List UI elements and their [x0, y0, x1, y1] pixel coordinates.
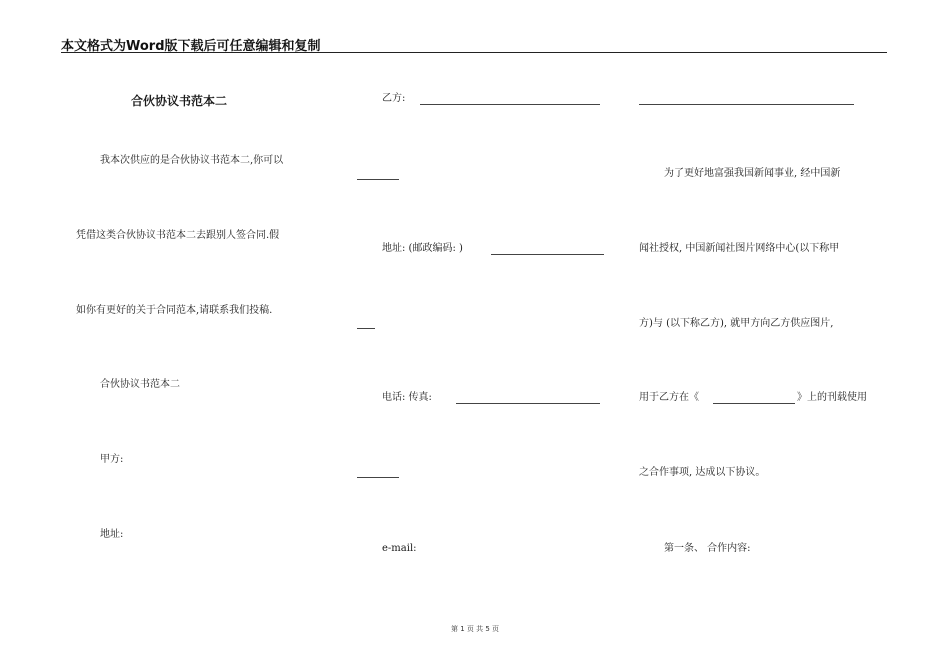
col1-subtitle: 合伙协议书范本二 — [100, 379, 180, 390]
col2-blank-3 — [357, 477, 399, 478]
col2-blank-1 — [357, 179, 399, 180]
publication-name-blank — [713, 403, 795, 404]
party-a-label: 甲方: — [100, 454, 124, 465]
col3-paragraph-line-2: 闻社授权, 中国新闻社图片网络中心(以下称甲 — [639, 243, 840, 254]
phone-fax-label: 电话: 传真: — [382, 392, 432, 403]
email-label: e-mail: — [382, 543, 417, 554]
col3-paragraph-line-5: 之合作事项, 达成以下协议。 — [639, 467, 766, 478]
article-1-heading: 第一条、 合作内容: — [664, 543, 751, 554]
header-rule — [61, 52, 887, 53]
address-blank — [491, 254, 604, 255]
col1-paragraph-line-3: 如你有更好的关于合同范本,请联系我们投稿. — [76, 305, 273, 316]
phone-fax-blank — [456, 403, 600, 404]
col3-paragraph-line-4b: 》上的刊载使用 — [797, 392, 867, 403]
party-b-label: 乙方: — [382, 93, 406, 104]
col3-paragraph-line-1: 为了更好地富强我国新闻事业, 经中国新 — [664, 168, 841, 179]
col1-address-label: 地址: — [100, 529, 124, 540]
col2-blank-2 — [357, 328, 375, 329]
col3-top-blank — [639, 104, 854, 105]
address-zip-label: 地址: (邮政编码: ) — [382, 243, 463, 254]
document-title: 合伙协议书范本二 — [131, 94, 228, 108]
header-banner: 本文格式为Word版下载后可任意编辑和复制 — [61, 39, 321, 54]
col3-paragraph-line-3: 方)与 (以下称乙方), 就甲方向乙方供应图片, — [639, 318, 834, 329]
page-footer: 第 1 页 共 5 页 — [450, 625, 500, 633]
col1-paragraph-line-1: 我本次供应的是合伙协议书范本二,你可以 — [100, 155, 284, 166]
col1-paragraph-line-2: 凭借这类合伙协议书范本二去跟别人签合同.假 — [76, 230, 280, 241]
party-b-blank — [420, 104, 600, 105]
col3-paragraph-line-4a: 用于乙方在《 — [639, 392, 699, 403]
